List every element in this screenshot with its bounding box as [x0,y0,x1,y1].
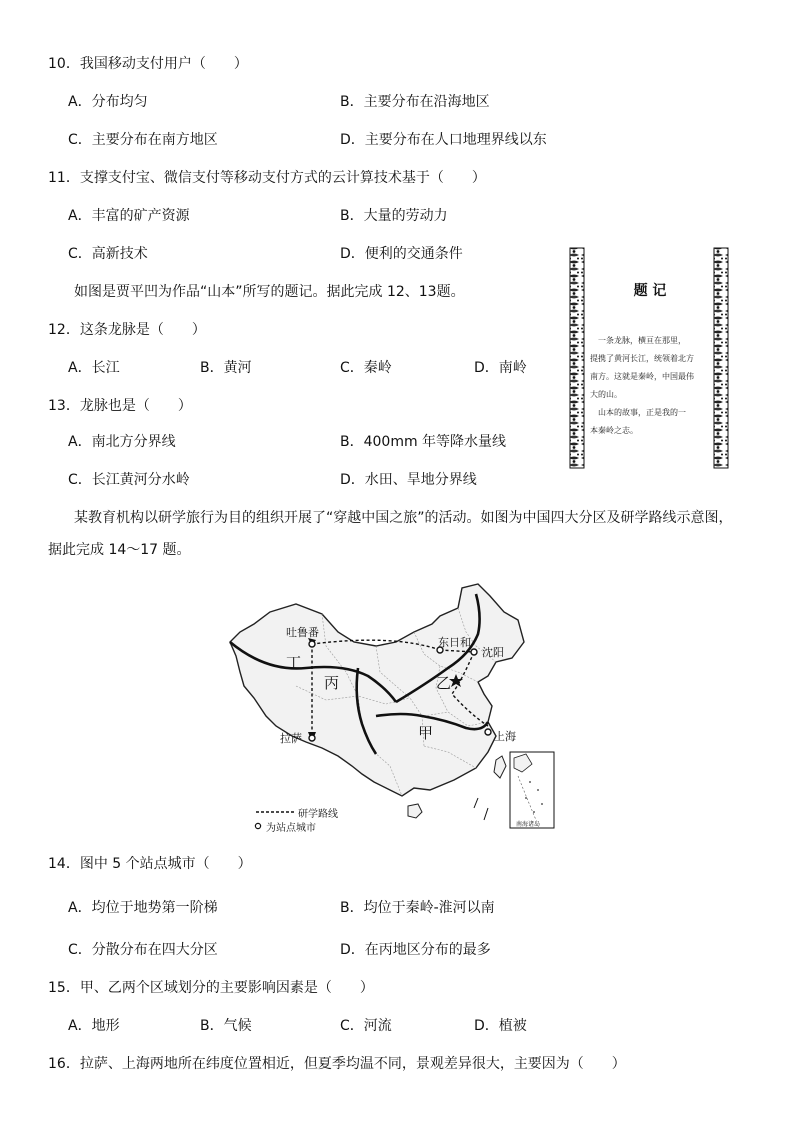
q11-option-d: D．便利的交通条件 [340,246,463,262]
q12-option-c: C．秦岭 [340,360,392,376]
city-label-shenyang: 沈阳 [482,646,504,659]
station-city-marker [309,641,315,647]
legend-route-label: 研学路线 [298,809,338,820]
intro-14-17-line1: 某教育机构以研学旅行为目的组织开展了“穿越中国之旅”的活动。如图为中国四大分区及研学路线示意图， [74,510,733,526]
q16-stem: 16．拉萨、上海两地所在纬度位置相近，但夏季均温不同，景观差异很大，主要因为（ ） [48,1056,626,1072]
q11-option-a: A．丰富的矿产资源 [68,208,190,224]
q15-option-c: C．河流 [340,1018,392,1034]
inscription-line: 本秦岭之志。 [590,426,638,435]
taiwan-island [494,756,506,778]
q12-option-b: B．黄河 [200,360,252,376]
q15-option-a: A．地形 [68,1018,120,1034]
legend-station-label: 为站点城市 [266,823,316,834]
china-map [226,576,556,832]
q15-option-b: B．气候 [200,1018,252,1034]
q14-option-d: D．在丙地区分布的最多 [340,942,491,958]
region-label-bing: 丙 [324,674,340,692]
q12-option-d: D．南岭 [474,360,527,376]
q12-stem: 12．这条龙脉是（ ） [48,322,206,338]
q11-option-b: B．大量的劳动力 [340,208,448,224]
city-label-tulufan: 吐鲁番 [286,626,319,639]
q11-stem: 11．支撑支付宝、微信支付等移动支付方式的云计算技术基于（ ） [48,170,486,186]
city-label-dongrihe: 东日和 [438,636,471,649]
inscription-line: 南方。这就是秦岭，中国最伟 [590,372,694,381]
inset-label: 南海诸岛 [516,821,541,828]
region-label-ding: 丁 [286,654,302,672]
q10-option-b: B．主要分布在沿海地区 [340,94,490,110]
hainan-island [408,804,422,818]
q10-stem: 10．我国移动支付用户（ ） [48,56,248,72]
city-label-shanghai: 上海 [494,730,516,743]
legend-station-swatch [255,823,260,828]
station-city-marker [485,729,491,735]
china-map-figure [226,576,556,832]
inscription-line: 一条龙脉，横亘在那里， [598,336,686,345]
inscription-line: 大的山。 [590,390,622,399]
q15-stem: 15．甲、乙两个区域划分的主要影响因素是（ ） [48,980,374,996]
q13-stem: 13．龙脉也是（ ） [48,398,192,414]
intro-14-17-line2: 据此完成 14～17 题。 [48,542,191,558]
q13-option-a: A．南北方分界线 [68,434,176,450]
q13-option-d: D．水田、旱地分界线 [340,472,477,488]
inscription-figure [568,246,732,470]
station-city-marker [309,735,315,741]
q14-option-c: C．分散分布在四大分区 [68,942,218,958]
q13-option-c: C．长江黄河分水岭 [68,472,190,488]
q10-option-c: C．主要分布在南方地区 [68,132,218,148]
region-label-yi: 乙 [436,674,452,692]
q14-stem: 14．图中 5 个站点城市（ ） [48,856,252,872]
city-label-lasa: 拉萨 [280,732,302,745]
station-city-marker [471,649,477,655]
q10-option-d: D．主要分布在人口地理界线以东 [340,132,547,148]
q14-option-b: B．均位于秦岭-淮河以南 [340,900,495,916]
q11-option-c: C．高新技术 [68,246,148,262]
inscription-line: 山本的故事，正是我的一 [598,408,686,417]
intro-12-13: 如图是贾平凹为作品“山本”所写的题记。据此完成 12、13题。 [74,284,465,300]
inscription-title: 题 记 [633,283,667,299]
inscription-line: 提携了黄河长江，统领着北方 [590,354,694,363]
q12-option-a: A．长江 [68,360,120,376]
q13-option-b: B．400mm 年等降水量线 [340,434,507,450]
region-label-jia: 甲 [418,724,434,742]
q14-option-a: A．均位于地势第一阶梯 [68,900,218,916]
q15-option-d: D．植被 [474,1018,527,1034]
q10-option-a: A．分布均匀 [68,94,148,110]
